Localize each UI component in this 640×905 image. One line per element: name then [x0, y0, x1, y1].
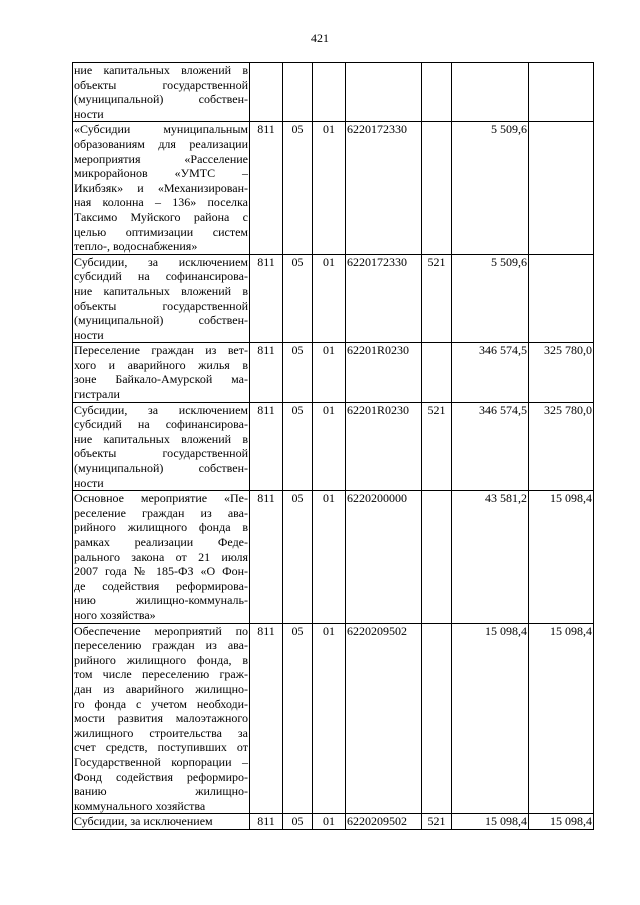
target-article-code: 6220172330	[346, 254, 422, 343]
table-row	[73, 402, 594, 491]
page-number: 421	[311, 31, 329, 45]
description-line: том числе переселению граж-	[74, 667, 248, 682]
ved-code: 811	[250, 343, 283, 402]
ved-code: 811	[250, 491, 283, 623]
expense-type-code	[422, 623, 452, 814]
amount-2	[529, 122, 594, 254]
description-line: ного хозяйства»	[74, 607, 156, 622]
row-description	[73, 254, 250, 343]
table-row	[73, 814, 594, 830]
expense-type-code: 521	[422, 402, 452, 491]
amount-2: 15 098,4	[529, 623, 594, 814]
amount-1: 5 509,6	[452, 254, 529, 343]
amount-2	[529, 254, 594, 343]
description-line: ние капитальных вложений в	[74, 63, 248, 77]
amount-2: 325 780,0	[529, 402, 594, 491]
description-line: Государственной корпорации –	[74, 754, 248, 769]
description-line: нию жилищно-коммуналь-	[74, 593, 248, 608]
subsection-code: 01	[313, 343, 346, 402]
row-description	[73, 623, 250, 814]
description-line: мероприятия «Расселение	[74, 151, 248, 166]
description-line: объекты государственной	[74, 77, 248, 92]
description-line: Переселение граждан из вет-	[74, 343, 248, 358]
amount-1: 346 574,5	[452, 402, 529, 491]
ved-code: 811	[250, 122, 283, 254]
section-code: 05	[283, 491, 313, 623]
amount-1: 5 509,6	[452, 122, 529, 254]
subsection-code: 01	[313, 122, 346, 254]
target-article-code: 6220209502	[346, 814, 422, 830]
ved-code: 811	[250, 254, 283, 343]
description-line: зоне Байкало-Амурской ма-	[74, 372, 248, 387]
section-code: 05	[283, 814, 313, 830]
description-line: «Субсидии муниципальным	[74, 122, 248, 137]
subsection-code: 01	[313, 814, 346, 830]
description-line: (муниципальной) собствен-	[74, 461, 248, 476]
subsection-code: 01	[313, 623, 346, 814]
description-line: Икибзяк» и «Механизирован-	[74, 180, 248, 195]
description-line: ние капитальных вложений в	[74, 431, 248, 446]
table-row	[73, 122, 594, 254]
description-line: ванию жилищно-	[74, 784, 248, 799]
description-line: гистрали	[74, 387, 120, 402]
description-line: рийного жилищного фонда, в	[74, 652, 248, 667]
description-line: микрорайонов «УМТС –	[74, 166, 248, 181]
subsection-code: 01	[313, 402, 346, 491]
row-description	[73, 814, 250, 830]
description-line: го фонда с учетом необходи-	[74, 696, 248, 711]
description-line: жилищного строительства за	[74, 725, 248, 740]
target-article-code: 6220209502	[346, 623, 422, 814]
description-line: Субсидии, за исключением	[74, 814, 213, 829]
budget-table	[72, 62, 594, 830]
description-line: образованиям для реализации	[74, 136, 248, 151]
expense-type-code	[422, 122, 452, 254]
description-line: (муниципальной) собствен-	[74, 92, 248, 107]
description-line: ности	[74, 475, 104, 490]
amount-1: 15 098,4	[452, 623, 529, 814]
description-line: целью оптимизации систем	[74, 224, 248, 239]
amount-1: 346 574,5	[452, 343, 529, 402]
row-description	[73, 402, 250, 491]
table-row	[73, 254, 594, 343]
amount-1: 43 581,2	[452, 491, 529, 623]
table-row	[73, 491, 594, 623]
section-code	[283, 63, 313, 122]
description-line: счет средств, поступивших от	[74, 740, 248, 755]
target-article-code	[346, 63, 422, 122]
amount-2: 15 098,4	[529, 491, 594, 623]
description-line: ние капитальных вложений в	[74, 283, 248, 298]
section-code: 05	[283, 254, 313, 343]
description-line: Таксимо Муйского района с	[74, 209, 248, 224]
table-row	[73, 623, 594, 814]
description-line: субсидий на софинансирова-	[74, 269, 248, 284]
target-article-code: 6220172330	[346, 122, 422, 254]
subsection-code	[313, 63, 346, 122]
amount-1	[452, 63, 529, 122]
description-line: объекты государственной	[74, 446, 248, 461]
amount-2	[529, 63, 594, 122]
description-line: ности	[74, 327, 104, 342]
expense-type-code: 521	[422, 254, 452, 343]
description-line: коммунального хозяйства	[74, 798, 206, 813]
description-line: Основное мероприятие «Пе-	[74, 491, 248, 506]
table-row	[73, 343, 594, 402]
description-line: рамках реализации Феде-	[74, 535, 248, 549]
description-line: субсидий на софинансирова-	[74, 417, 248, 432]
description-line: Обеспечение мероприятий по	[74, 623, 248, 638]
ved-code: 811	[250, 814, 283, 830]
row-description	[73, 491, 250, 623]
description-line: ная колонна – 136» поселка	[74, 195, 248, 210]
ved-code: 811	[250, 402, 283, 491]
row-description	[73, 122, 250, 254]
subsection-code: 01	[313, 254, 346, 343]
expense-type-code	[422, 343, 452, 402]
description-line: (муниципальной) собствен-	[74, 313, 248, 328]
description-line: Субсидии, за исключением	[74, 254, 248, 269]
table-row	[73, 63, 594, 122]
expense-type-code	[422, 63, 452, 122]
amount-1: 15 098,4	[452, 814, 529, 830]
description-line: Фонд содействия реформиро-	[74, 769, 248, 784]
section-code: 05	[283, 402, 313, 491]
description-line: Субсидии, за исключением	[74, 402, 248, 417]
description-line: рийного жилищного фонда в	[74, 520, 248, 535]
description-line: де содействия реформирова-	[74, 578, 248, 593]
description-line: дан из аварийного жилищно-	[74, 681, 248, 696]
description-line: рального закона от 21 июля	[74, 549, 248, 564]
amount-2: 325 780,0	[529, 343, 594, 402]
ved-code	[250, 63, 283, 122]
row-description	[73, 63, 250, 122]
section-code: 05	[283, 623, 313, 814]
description-line: ности	[74, 106, 104, 121]
ved-code: 811	[250, 623, 283, 814]
subsection-code: 01	[313, 491, 346, 623]
target-article-code: 62201R0230	[346, 402, 422, 491]
description-line: переселению граждан из ава-	[74, 638, 248, 653]
description-line: реселение граждан из ава-	[74, 505, 248, 520]
expense-type-code	[422, 491, 452, 623]
target-article-code: 6220200000	[346, 491, 422, 623]
amount-2: 15 098,4	[529, 814, 594, 830]
description-line: тепло-, водоснабжения»	[74, 239, 198, 254]
target-article-code: 62201R0230	[346, 343, 422, 402]
row-description	[73, 343, 250, 402]
description-line: хого и аварийного жилья в	[74, 357, 248, 372]
section-code: 05	[283, 343, 313, 402]
expense-type-code: 521	[422, 814, 452, 830]
description-line: мости развития малоэтажного	[74, 711, 248, 726]
section-code: 05	[283, 122, 313, 254]
description-line: 2007 года № 185-ФЗ «О Фон-	[74, 564, 248, 579]
description-line: объекты государственной	[74, 298, 248, 313]
